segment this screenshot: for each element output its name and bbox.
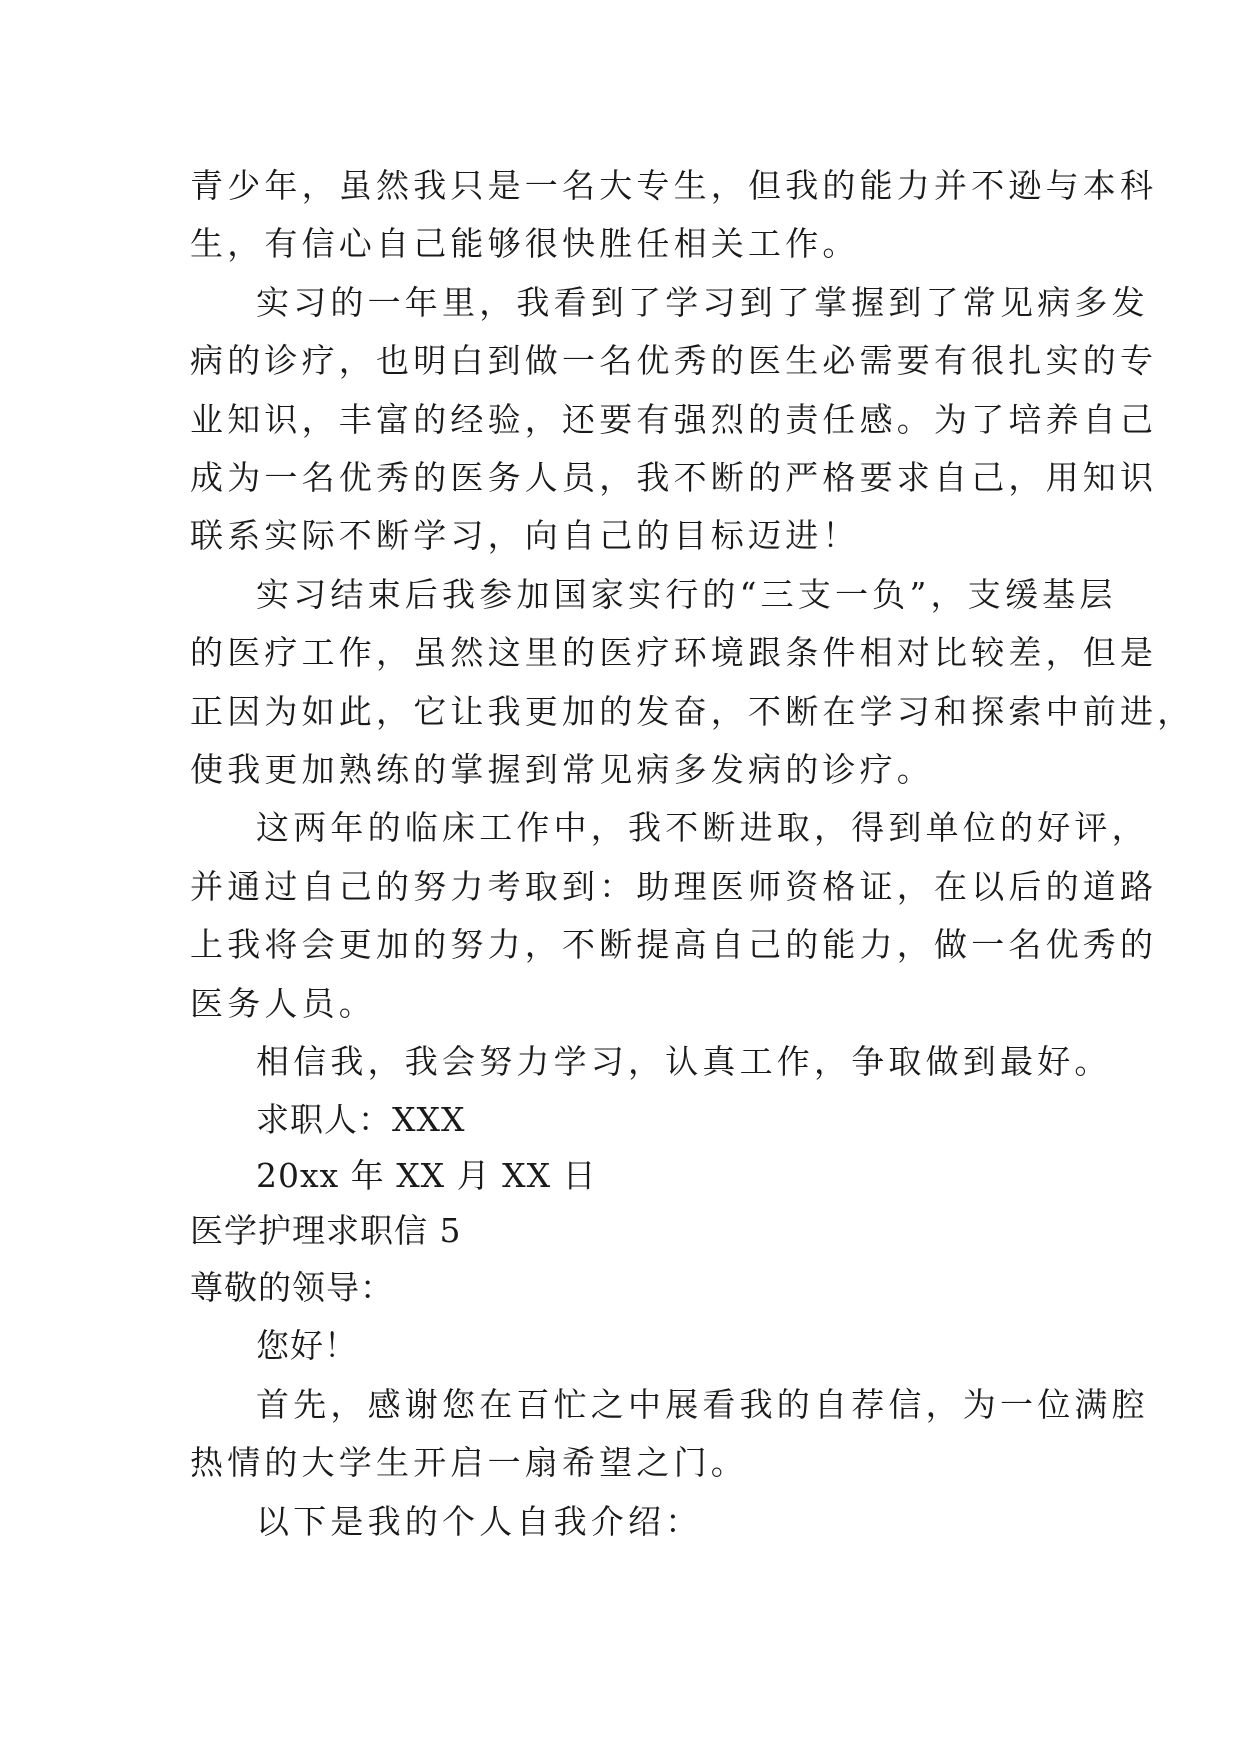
- date-line: 20xx 年 XX 月 XX 日: [256, 1156, 597, 1195]
- paragraph-line: 成为一名优秀的医务人员，我不断的严格要求自己，用知识: [190, 458, 1158, 497]
- paragraph-line: 使我更加熟练的掌握到常见病多发病的诊疗。: [190, 750, 934, 789]
- paragraph-line: 以下是我的个人自我介绍：: [256, 1502, 703, 1541]
- paragraph-line: 正因为如此，它让我更加的发奋，不断在学习和探索中前进，: [190, 692, 1195, 731]
- paragraph-line: 热情的大学生开启一扇希望之门。: [190, 1443, 748, 1482]
- paragraph-line: 上我将会更加的努力，不断提高自己的能力，做一名优秀的: [190, 925, 1158, 964]
- greeting: 您好！: [256, 1326, 358, 1365]
- paragraph-line: 实习的一年里，我看到了学习到了掌握到了常见病多发: [256, 283, 1149, 322]
- paragraph-line: 生，有信心自己能够很快胜任相关工作。: [190, 224, 860, 263]
- paragraph-line: 实习结束后我参加国家实行的“三支一负”，支缓基层: [256, 575, 1117, 614]
- paragraph-line: 并通过自己的努力考取到：助理医师资格证，在以后的道路: [190, 867, 1158, 906]
- paragraph-line: 病的诊疗，也明白到做一名优秀的医生必需要有很扎实的专: [190, 341, 1158, 380]
- paragraph-line: 青少年，虽然我只是一名大专生，但我的能力并不逊与本科: [190, 166, 1158, 205]
- closing-line: 相信我，我会努力学习，认真工作，争取做到最好。: [256, 1042, 1112, 1081]
- salutation: 尊敬的领导：: [190, 1268, 394, 1307]
- section-title: 医学护理求职信 5: [190, 1211, 462, 1250]
- paragraph-line: 这两年的临床工作中，我不断进取，得到单位的好评，: [256, 808, 1149, 847]
- paragraph-line: 医务人员。: [190, 984, 376, 1023]
- paragraph-line: 业知识，丰富的经验，还要有强烈的责任感。为了培养自己: [190, 400, 1158, 439]
- signature-line: 求职人：XXX: [256, 1100, 466, 1139]
- paragraph-line: 的医疗工作，虽然这里的医疗环境跟条件相对比较差，但是: [190, 633, 1158, 672]
- paragraph-line: 首先，感谢您在百忙之中展看我的自荐信，为一位满腔: [256, 1385, 1149, 1424]
- paragraph-line: 联系实际不断学习，向自己的目标迈进！: [190, 516, 860, 555]
